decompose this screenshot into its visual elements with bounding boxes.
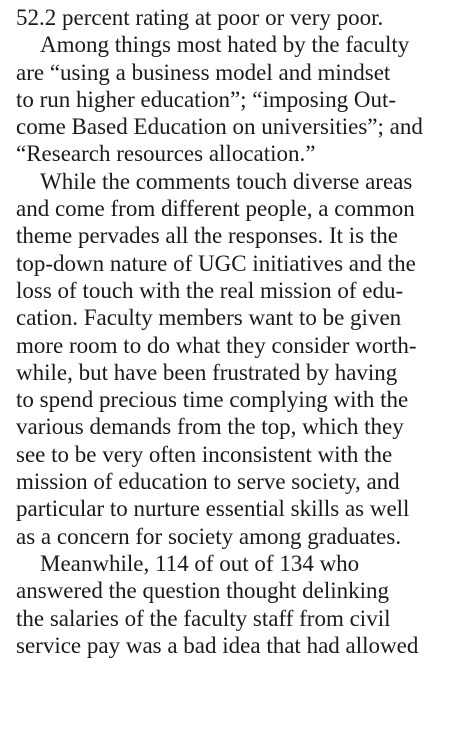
- text-line: loss of touch with the real mission of edu-: [16, 277, 404, 303]
- text-line: while, but have been frustrated by having: [16, 359, 398, 385]
- text-line: mission of education to serve society, and: [16, 469, 400, 495]
- text-line: the salaries of the faculty staff from civil: [16, 605, 391, 631]
- paragraph-poor-rating: [16, 4, 460, 31]
- paragraph-most-hated: [16, 31, 460, 167]
- text-line: Meanwhile, 114 of out of 134 who: [40, 550, 360, 576]
- text-line: and come from different people, a common: [16, 196, 415, 222]
- text-line: particular to nurture essential skills as well: [16, 496, 410, 522]
- text-line: Among things most hated by the faculty: [40, 32, 410, 58]
- text-line: 52.2 percent rating at poor or very poor.: [16, 5, 384, 30]
- text-line: cation. Faculty members want to be given: [16, 305, 402, 331]
- text-line: top-down nature of UGC initiatives and the: [16, 250, 416, 276]
- text-line: answered the question thought delinking: [16, 578, 390, 604]
- text-line: various demands from the top, which they: [16, 414, 404, 440]
- paragraph-common-theme: [16, 168, 460, 550]
- text-line: to spend precious time complying with the: [16, 387, 409, 413]
- text-line: service pay was a bad idea that had allowed: [16, 632, 419, 658]
- paragraph-salaries: [16, 550, 460, 659]
- text-line: more room to do what they consider worth-: [16, 332, 417, 358]
- text-line: come Based Education on universities”; and: [16, 114, 423, 140]
- text-line: see to be very often inconsistent with the: [16, 441, 393, 467]
- text-line: While the comments touch diverse areas: [40, 168, 413, 194]
- text-line: theme pervades all the responses. It is the: [16, 223, 398, 249]
- text-line: are “using a business model and mindset: [16, 59, 391, 85]
- text-line: “Research resources allocation.”: [16, 141, 316, 167]
- text-line: as a concern for society among graduates.: [16, 523, 402, 549]
- text-line: to run higher education”; “imposing Out-: [16, 86, 397, 112]
